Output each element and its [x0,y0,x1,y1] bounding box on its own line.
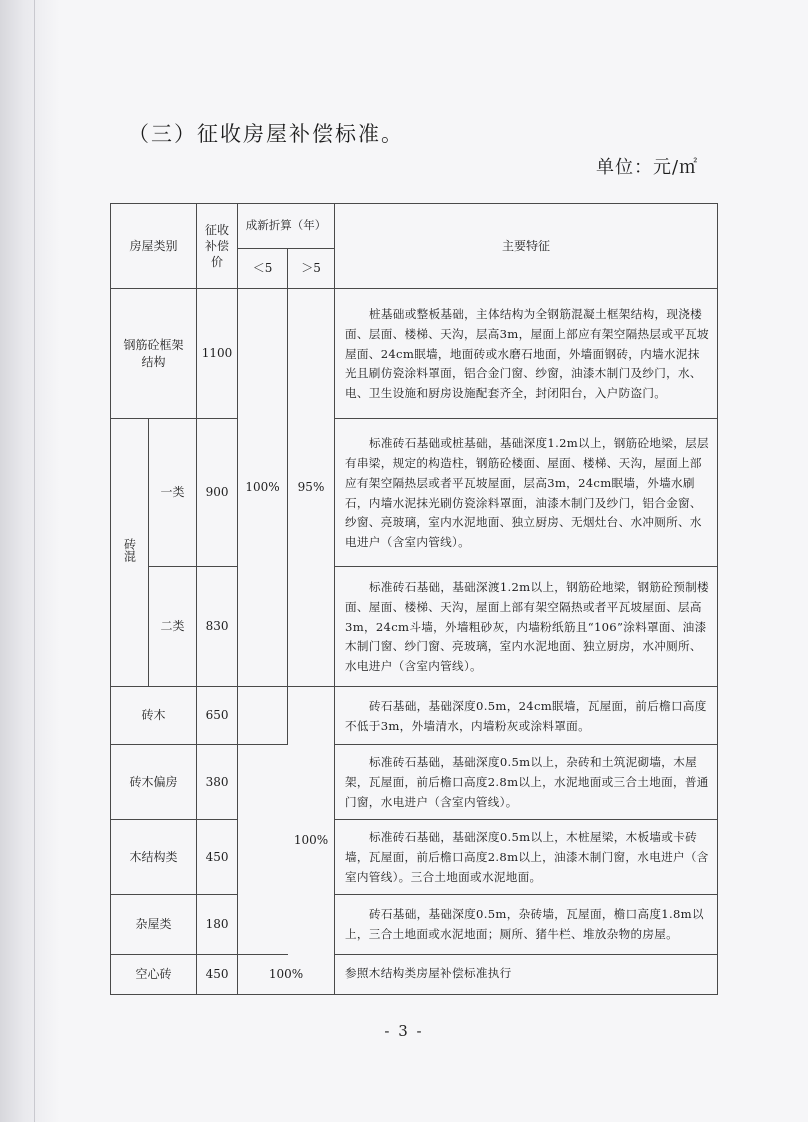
header-compensation: 征收补偿价 [197,204,238,289]
rate-group3-all: 100% [238,954,335,994]
header-features: 主要特征 [335,204,718,289]
binding-shadow [0,0,60,1122]
row-misc-features: 砖石基础，基础深度0.5m，杂砖墙，瓦屋面，檐口高度1.8m以上，三合土地面或水泥地面；厕所、猪牛栏、堆放杂物的房屋。 [335,894,718,954]
row-brick-wood-features: 砖石基础，基础深度0.5m，24cm眠墙，瓦屋面，前后檐口高度不低于3m，外墙清水，内墙粉灰或涂料罩面。 [335,687,718,745]
row-brick-class2-features: 标准砖石基础，基础深渡1.2m以上，钢筋砼地梁，钢筋砼预制楼面、屋面、楼梯、天沟，屋面上部有架空隔热或者平瓦坡屋面、层高3m，24cm斗墙，外墙粗砂灰，内墙粉纸筋且“106”涂料罩面、油漆木制门窗、纱门窗、亮玻璃，室内水泥地面、独立厨房，水冲厕所、水电进户（含室内管线）。 [335,567,718,687]
row-wood-features: 标准砖石基础，基础深度0.5m以上，木桩屋梁，木板墙或卡砖墙，瓦屋面，前后檐口高度2.8m以上，油漆木制门窗，水电进户（含室内管线）。三合土地面或水泥地面。 [335,820,718,895]
row-misc-price: 180 [197,894,238,954]
unit-label: 单位：元/㎡ [596,157,699,178]
rate-group2-all: 100% [288,687,335,995]
row-brick-wood-side-name: 砖木偏房 [111,745,197,820]
row-brick-concrete-group: 砖混 [111,419,149,687]
row-hollow-brick-features: 参照木结构类房屋补偿标准执行 [335,954,718,994]
row-brick-wood-name: 砖木 [111,687,197,745]
row-brick-class1-price: 900 [197,419,238,567]
rate-group1-gt5: 95% [288,289,335,687]
header-depreciation: 成新折算（年） [238,204,335,249]
rate-group2-spacer [238,745,288,955]
page-number: - 3 - [384,1022,424,1040]
rate-group1-lt5: 100% [238,289,288,687]
row-brick-class2-price: 830 [197,567,238,687]
row-wood-name: 木结构类 [111,820,197,895]
row-brick-wood-price: 650 [197,687,238,745]
compensation-table [110,203,718,995]
row-steel-frame-name: 钢筋砼框架结构 [111,289,197,419]
row-brick-class2-name: 二类 [149,567,197,687]
row-steel-frame-price: 1100 [197,289,238,419]
section-heading: （三）征收房屋补偿标准。 [128,122,404,146]
header-lt5: ＜5 [238,249,288,289]
row-wood-price: 450 [197,820,238,895]
header-gt5: ＞5 [288,249,335,289]
row-brick-wood-side-price: 380 [197,745,238,820]
row-hollow-brick-name: 空心砖 [111,954,197,994]
binding-edge [34,0,35,1122]
row-misc-name: 杂屋类 [111,894,197,954]
row-brick-class1-features: 标准砖石基础或桩基础，基础深度1.2m以上，钢筋砼地梁，层层有串梁，规定的构造柱，钢筋砼楼面、屋面、楼梯、天沟，屋面上部应有架空隔热层或者平瓦坡屋面，层高3m，24cm眠墙，外墙水刷石，内墙水泥抹光刷仿瓷涂料罩面，油漆木制门及纱门，铝合金窗、纱窗、亮玻璃，室内水泥地面、独立厨房、无烟灶台、水冲厕所、水电进户（含室内管线）。 [335,419,718,567]
row-hollow-brick-price: 450 [197,954,238,994]
row-brick-wood-side-features: 标准砖石基础，基础深度0.5m以上，杂砖和土筑泥砌墙，木屋架，瓦屋面，前后檐口高度2.8m以上，水泥地面或三合土地面，普通门窗，水电进户（含室内管线）。 [335,745,718,820]
header-category: 房屋类别 [111,204,197,289]
row-steel-frame-features: 桩基础或整板基础，主体结构为全钢筋混凝土框架结构，现浇楼面、层面、楼梯、天沟，层高3m，屋面上部应有架空隔热层或平瓦坡屋面、24cm眠墙，地面砖或水磨石地面，外墙面钢砖，内墙水泥抹光且刷仿瓷涂料罩面，铝合金门窗、纱窗，油漆木制门及纱门，水、电、卫生设施和厨房设施配套齐全，封闭阳台，入户防盗门。 [335,289,718,419]
row-brick-class1-name: 一类 [149,419,197,567]
rate-group2-empty [238,687,288,745]
